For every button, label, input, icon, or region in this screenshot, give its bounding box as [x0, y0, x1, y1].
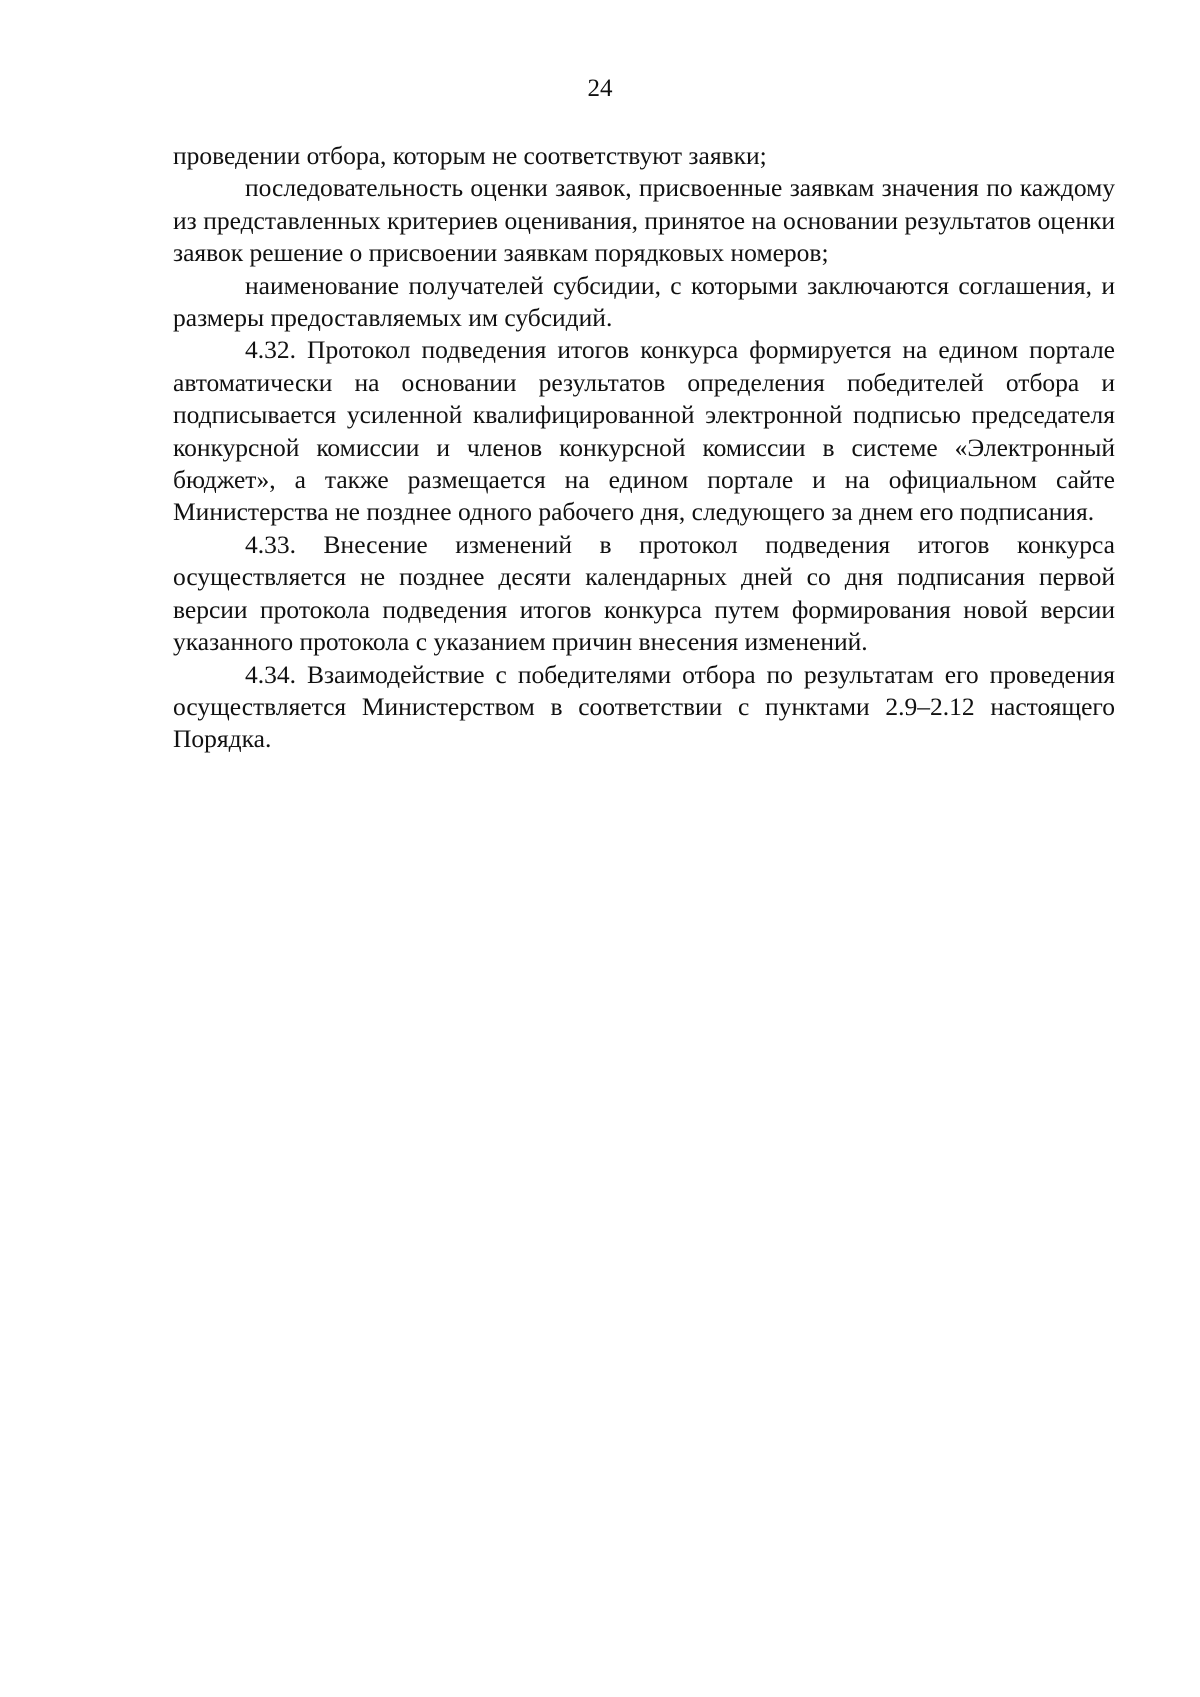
paragraph-evaluation-sequence: последовательность оценки заявок, присвоенные заявкам значения по каждому из представленных критериев оценивания, принятое на основании результатов оценки заявок решение о присвоении заявкам порядковых номеров;: [173, 173, 1115, 268]
paragraph-4-33: 4.33. Внесение изменений в протокол подведения итогов конкурса осуществляется не позднее десяти календарных дней со дня подписания первой версии протокола подведения итогов конкурса путем формирования новой версии указанного протокола с указанием причин внесения изменений.: [173, 529, 1115, 657]
paragraph-recipients: наименование получателей субсидии, с которыми заключаются соглашения, и размеры предоставляемых им субсидий.: [173, 270, 1115, 333]
paragraph-4-34: 4.34. Взаимодействие с победителями отбора по результатам его проведения осуществляется Министерством в соответствии с пунктами 2.9–2.12 настоящего Порядка.: [173, 659, 1115, 754]
paragraph-4-32: 4.32. Протокол подведения итогов конкурса формируется на едином портале автоматически на основании результатов определения победителей отбора и подписывается усиленной квалифицированной электронной подписью председателя конкурсной комиссии и членов конкурсной комиссии в системе «Электронный бюджет», а также размещается на едином портале и на официальном сайте Министерства не позднее одного рабочего дня, следующего за днем его подписания.: [173, 335, 1115, 527]
paragraph-continuation: проведении отбора, которым не соответствуют заявки;: [173, 141, 767, 170]
document-body: [173, 140, 1115, 756]
page-number: 24: [587, 75, 613, 102]
